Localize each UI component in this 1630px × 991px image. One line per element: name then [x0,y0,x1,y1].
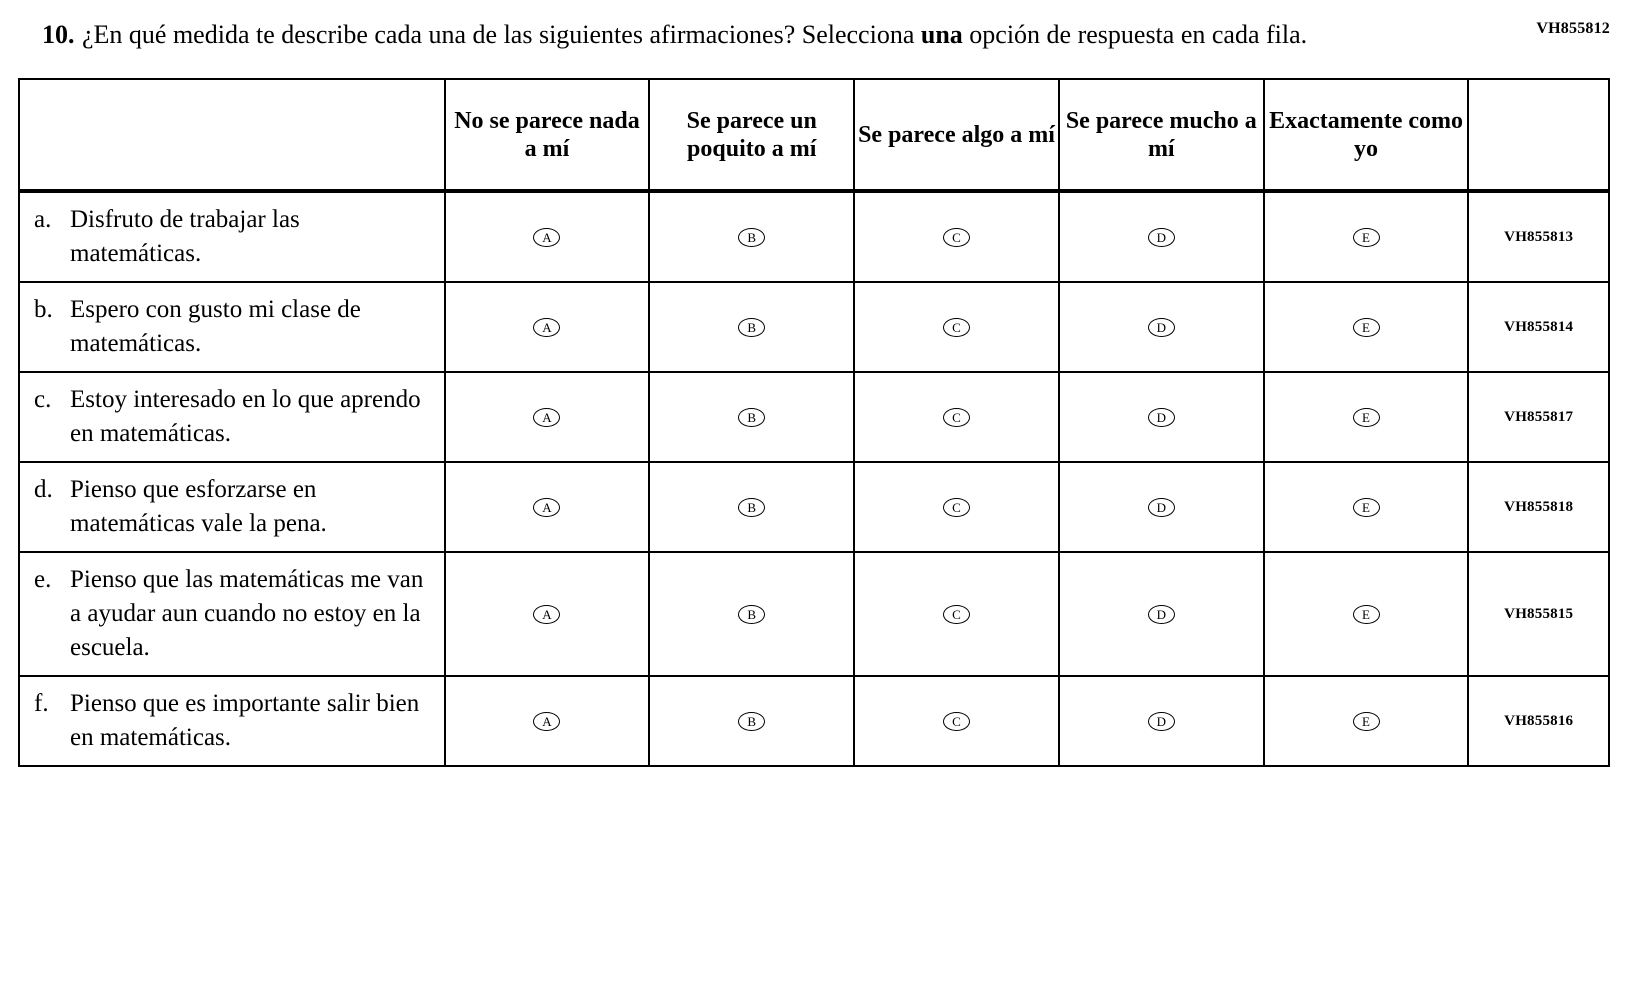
row-statement: Pienso que es importante salir bien en matemáticas. [70,690,420,751]
radio-option-c[interactable] [854,462,1059,552]
header-option-1: No se parece nada a mí [445,79,650,191]
bubble-d[interactable]: D [1148,318,1175,337]
radio-option-a[interactable] [445,282,650,372]
row-statement: Pienso que esforzarse en matemáticas vale la pena. [70,476,327,537]
radio-option-c[interactable] [854,282,1059,372]
bubble-c[interactable]: C [943,408,970,427]
radio-option-a[interactable] [445,372,650,462]
row-statement: Disfruto de trabajar las matemáticas. [70,206,300,267]
bubble-d[interactable]: D [1148,605,1175,624]
bubble-a[interactable]: A [533,605,560,624]
radio-option-b[interactable] [649,191,854,282]
radio-option-d[interactable] [1059,372,1264,462]
bubble-e[interactable]: E [1353,408,1380,427]
question-text-emphasis: una [920,20,963,49]
row-statement-cell [19,372,445,462]
radio-option-e[interactable] [1264,372,1469,462]
radio-option-d[interactable] [1059,191,1264,282]
bubble-b[interactable]: B [738,408,765,427]
row-statement: Pienso que las matemáticas me van a ayudar aun cuando no estoy en la escuela. [70,566,424,661]
question-text [82,18,1307,52]
row-statement-cell [19,676,445,766]
bubble-b[interactable]: B [738,318,765,337]
row-letter: e. [34,566,52,593]
bubble-c[interactable]: C [943,318,970,337]
bubble-b[interactable]: B [738,605,765,624]
radio-option-a[interactable] [445,462,650,552]
radio-option-b[interactable] [649,462,854,552]
row-statement-cell [19,282,445,372]
bubble-d[interactable]: D [1148,712,1175,731]
bubble-c[interactable]: C [943,605,970,624]
radio-option-b[interactable] [649,282,854,372]
bubble-c[interactable]: C [943,228,970,247]
bubble-b[interactable]: B [738,228,765,247]
row-statement-cell [19,462,445,552]
row-statement: Espero con gusto mi clase de matemáticas. [70,296,361,357]
table-row [19,191,1609,282]
radio-option-d[interactable] [1059,552,1264,676]
bubble-d[interactable]: D [1148,408,1175,427]
radio-option-c[interactable] [854,191,1059,282]
bubble-e[interactable]: E [1353,318,1380,337]
bubble-a[interactable]: A [533,498,560,517]
table-row [19,676,1609,766]
table-row [19,372,1609,462]
bubble-c[interactable]: C [943,498,970,517]
radio-option-a[interactable] [445,676,650,766]
bubble-d[interactable]: D [1148,228,1175,247]
bubble-b[interactable]: B [738,712,765,731]
bubble-e[interactable]: E [1353,498,1380,517]
radio-option-d[interactable] [1059,282,1264,372]
row-statement: Estoy interesado en lo que aprendo en matemáticas. [70,386,421,447]
row-statement-cell [19,552,445,676]
radio-option-c[interactable] [854,372,1059,462]
radio-option-b[interactable] [649,676,854,766]
matrix-body [19,191,1609,766]
bubble-a[interactable]: A [533,712,560,731]
radio-option-c[interactable] [854,676,1059,766]
matrix-header [19,79,1609,191]
row-letter: c. [34,386,52,413]
bubble-d[interactable]: D [1148,498,1175,517]
radio-option-e[interactable] [1264,282,1469,372]
table-row [19,462,1609,552]
row-item-id: VH855815 [1468,552,1609,676]
radio-option-b[interactable] [649,552,854,676]
radio-option-e[interactable] [1264,462,1469,552]
header-id-column [1468,79,1609,191]
bubble-c[interactable]: C [943,712,970,731]
header-option-2: Se parece un poquito a mí [649,79,854,191]
bubble-b[interactable]: B [738,498,765,517]
row-item-id: VH855813 [1468,191,1609,282]
header-option-3: Se parece algo a mí [854,79,1059,191]
header-statement-column [19,79,445,191]
question-text-part2: opción de respuesta en cada fila. [962,20,1308,49]
bubble-a[interactable]: A [533,408,560,427]
row-letter: f. [34,690,49,717]
radio-option-d[interactable] [1059,462,1264,552]
header-option-5: Exactamente como yo [1264,79,1469,191]
table-row [19,282,1609,372]
row-item-id: VH855816 [1468,676,1609,766]
bubble-a[interactable]: A [533,228,560,247]
bubble-a[interactable]: A [533,318,560,337]
row-item-id: VH855817 [1468,372,1609,462]
bubble-e[interactable]: E [1353,228,1380,247]
table-row [19,552,1609,676]
question-number: 10. [42,20,75,49]
radio-option-e[interactable] [1264,676,1469,766]
bubble-e[interactable]: E [1353,712,1380,731]
radio-option-d[interactable] [1059,676,1264,766]
radio-option-c[interactable] [854,552,1059,676]
row-item-id: VH855814 [1468,282,1609,372]
page-item-id: VH855812 [1536,20,1610,37]
radio-option-b[interactable] [649,372,854,462]
question-text-part1: ¿En qué medida te describe cada una de las siguientes afirmaciones? Selecciona [82,20,921,49]
row-statement-cell [19,191,445,282]
radio-option-a[interactable] [445,552,650,676]
radio-option-e[interactable] [1264,191,1469,282]
bubble-e[interactable]: E [1353,605,1380,624]
row-letter: d. [34,476,53,503]
question-stem [30,18,1612,52]
radio-option-a[interactable] [445,191,650,282]
row-item-id: VH855818 [1468,462,1609,552]
header-option-4: Se parece mucho a mí [1059,79,1264,191]
row-letter: b. [34,296,53,323]
response-matrix [18,78,1610,767]
survey-page [0,18,1630,991]
row-letter: a. [34,206,52,233]
radio-option-e[interactable] [1264,552,1469,676]
